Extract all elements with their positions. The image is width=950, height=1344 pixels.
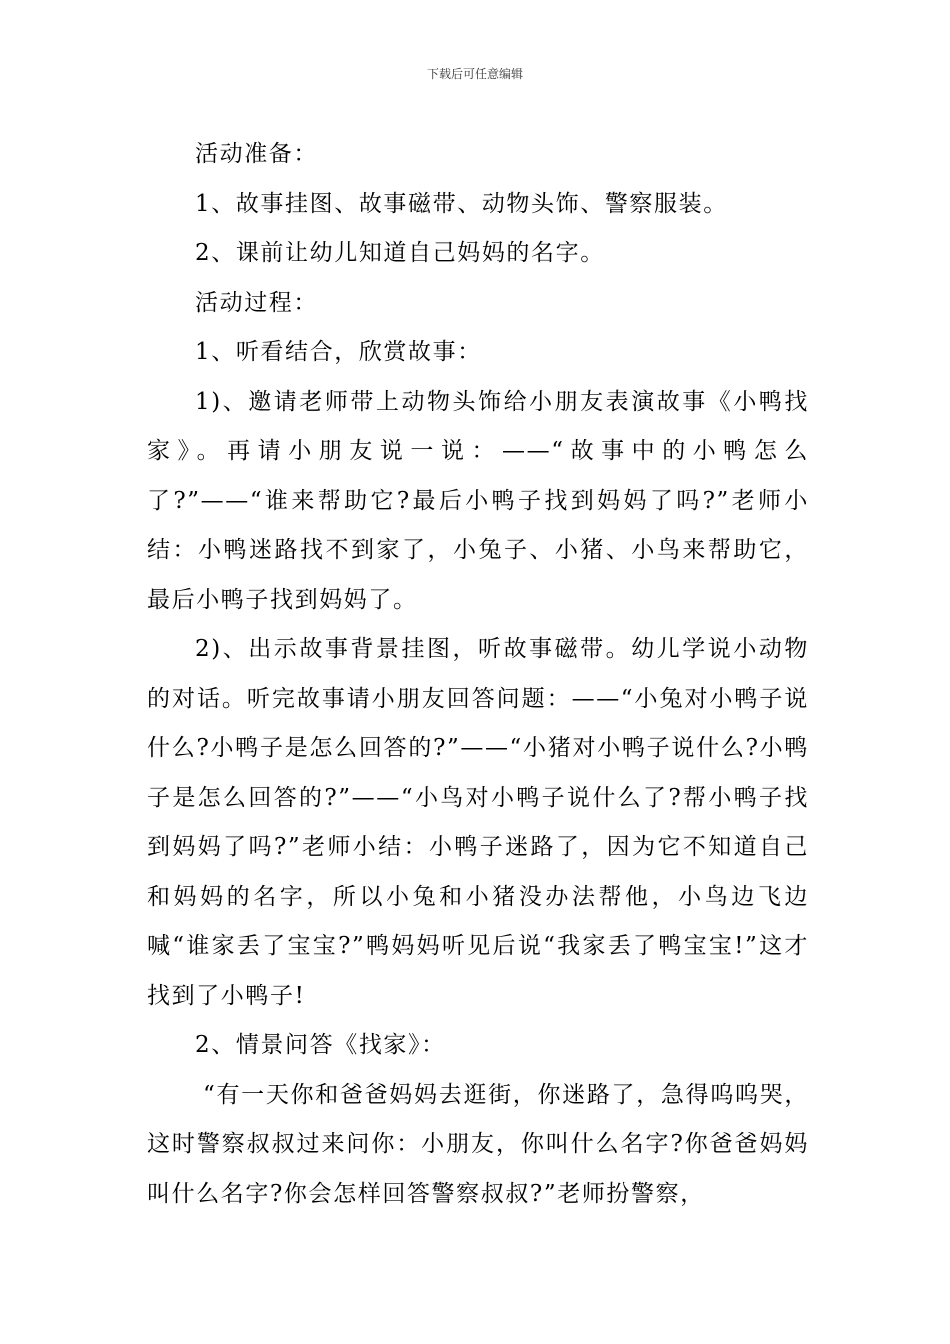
process-step-2-scenario: “有一天你和爸爸妈妈去逛街，你迷路了，急得呜呜哭，这时警察叔叔过来问你：小朋友，你叫什么名字?你爸爸妈妈叫什么名字?你会怎样回答警察叔叔?”老师扮警察， [147, 1081, 809, 1207]
process-step-1-part-2: 2)、出示故事背景挂图，听故事磁带。幼儿学说小动物的对话。听完故事请小朋友回答问题：——“小兔对小鸭子说什么?小鸭子是怎么回答的?”——“小猪对小鸭子说什么?小鸭子是怎么回答的?”——“小鸟对小鸭子说什么了?帮小鸭子找到妈妈了吗?”老师小结：小鸭子迷路了，因为它不知道自己和妈妈的名字，所以小兔和小猪没办法帮他，小鸟边飞边喊“谁家丢了宝宝?”鸭妈妈听见后说“我家丢了鸭宝宝!”这才找到了小鸭子! [147, 636, 809, 1009]
preparation-item-2: 2、课前让幼儿知道自己妈妈的名字。 [195, 240, 605, 266]
process-step-2-title: 2、情景问答《找家》： [195, 1032, 446, 1058]
document-body [147, 130, 809, 1219]
process-step-1-part-1: 1)、邀请老师带上动物头饰给小朋友表演故事《小鸭找家》。再请小朋友说一说：——“故事中的小鸭怎么了?”——“谁来帮助它?最后小鸭子找到妈妈了吗?”老师小结：小鸭迷路找不到家了，小兔子、小猪、小鸟来帮助它，最后小鸭子找到妈妈了。 [147, 388, 809, 613]
heading-activity-process: 活动过程： [195, 289, 318, 316]
process-step-1-title: 1、听看结合，欣赏故事： [195, 339, 482, 365]
preparation-item-1: 1、故事挂图、故事磁带、动物头饰、警察服装。 [195, 190, 728, 217]
page-header-note: 下载后可任意编辑 [426, 67, 523, 81]
heading-activity-preparation: 活动准备： [195, 141, 318, 167]
